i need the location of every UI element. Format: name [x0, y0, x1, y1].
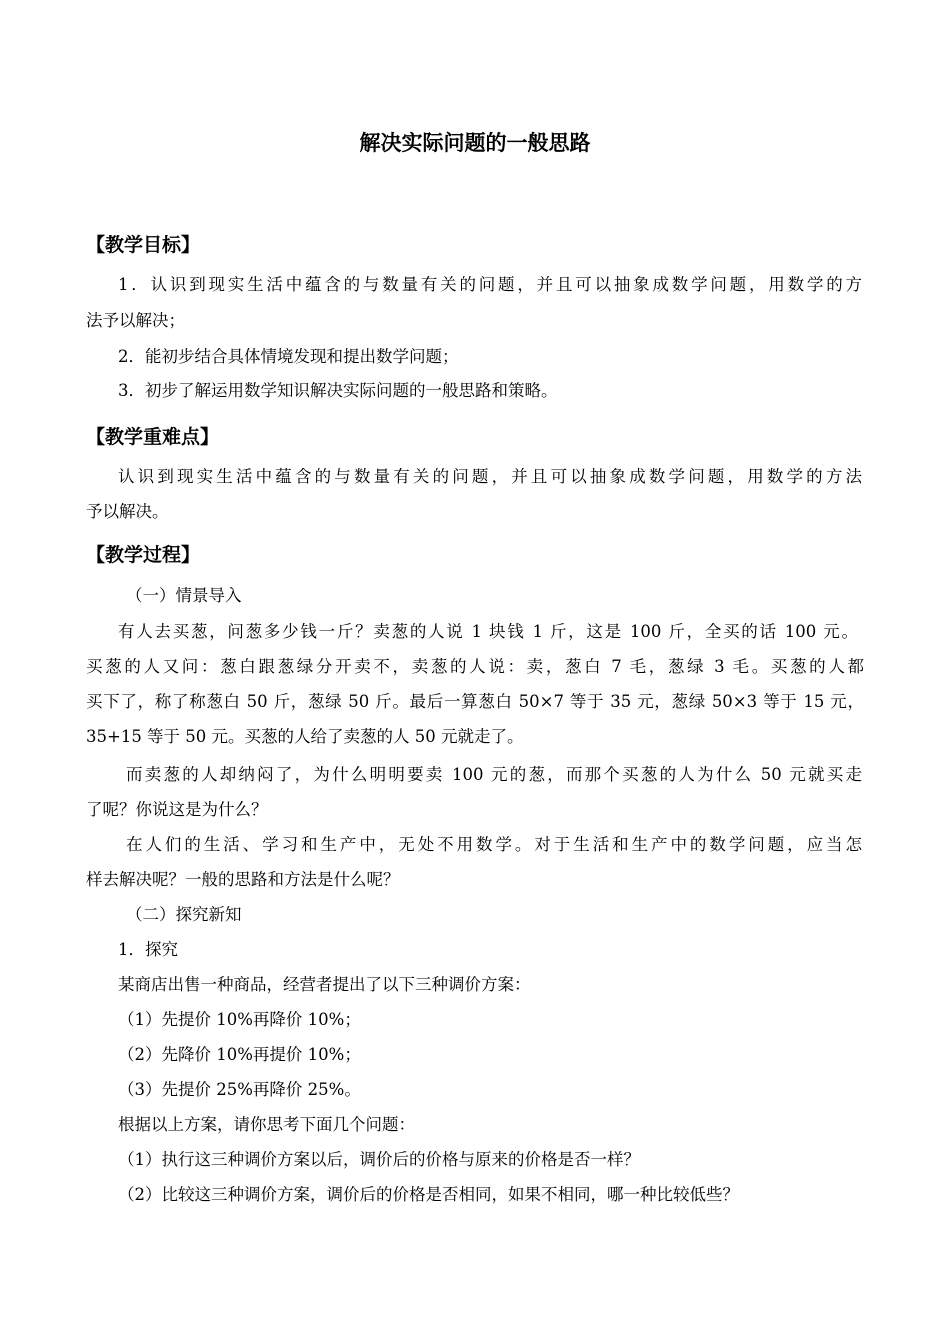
heading-goals: 【教学目标】: [86, 234, 201, 256]
story-line-5: 而卖葱的人却纳闷了，为什么明明要卖 100 元的葱，而那个买葱的人为什么 50 元就买走: [126, 765, 862, 784]
question-2: （2）比较这三种调价方案，调价后的价格是否相同，如果不相同，哪一种比较低些？: [118, 1185, 739, 1204]
goal-item-2: 2．能初步结合具体情境发现和提出数学问题；: [118, 347, 459, 366]
story-line-4: 35+15 等于 50 元。买葱的人给了卖葱的人 50 元就走了。: [86, 727, 524, 746]
goal-item-1-cont: 法予以解决；: [86, 311, 185, 330]
explore-label: 1．探究: [118, 940, 178, 959]
heading-keypoints: 【教学重难点】: [86, 426, 220, 448]
goal-item-1: 1．认识到现实生活中蕴含的与数量有关的问题，并且可以抽象成数学问题，用数学的方: [118, 275, 862, 294]
story-line-3: 买下了，称了称葱白 50 斤，葱绿 50 斤。最后一算葱白 50×7 等于 35 元，葱绿 50×3 等于 15 元，: [86, 692, 864, 711]
plan-2: （2）先降价 10%再提价 10%；: [118, 1045, 361, 1064]
story-line-7: 在人们的生活、学习和生产中，无处不用数学。对于生活和生产中的数学问题，应当怎: [126, 835, 862, 854]
heading-process: 【教学过程】: [86, 544, 201, 566]
story-line-2: 买葱的人又问：葱白跟葱绿分开卖不，卖葱的人说：卖，葱白 7 毛，葱绿 3 毛。买葱的人都: [86, 657, 864, 676]
story-line-8: 样去解决呢？一般的思路和方法是什么呢？: [86, 870, 400, 889]
questions-intro: 根据以上方案，请你思考下面几个问题：: [118, 1115, 415, 1134]
goal-item-3: 3．初步了解运用数学知识解决实际问题的一般思路和策略。: [118, 381, 558, 400]
page-title: 解决实际问题的一般思路: [359, 131, 591, 155]
keypoints-line-2: 予以解决。: [86, 502, 169, 521]
plan-1: （1）先提价 10%再降价 10%；: [118, 1010, 361, 1029]
plan-3: （3）先提价 25%再降价 25%。: [118, 1080, 361, 1099]
keypoints-line-1: 认识到现实生活中蕴含的与数量有关的问题，并且可以抽象成数学问题，用数学的方法: [118, 467, 862, 486]
subsection-explore: （二）探究新知: [126, 905, 242, 924]
explore-intro: 某商店出售一种商品，经营者提出了以下三种调价方案：: [118, 975, 531, 994]
question-1: （1）执行这三种调价方案以后，调价后的价格与原来的价格是否一样？: [118, 1150, 640, 1169]
story-line-6: 了呢？你说这是为什么？: [86, 800, 268, 819]
story-line-1: 有人去买葱，问葱多少钱一斤？卖葱的人说 1 块钱 1 斤，这是 100 斤，全买的话 100 元。: [118, 622, 858, 641]
subsection-intro: （一）情景导入: [126, 586, 242, 605]
